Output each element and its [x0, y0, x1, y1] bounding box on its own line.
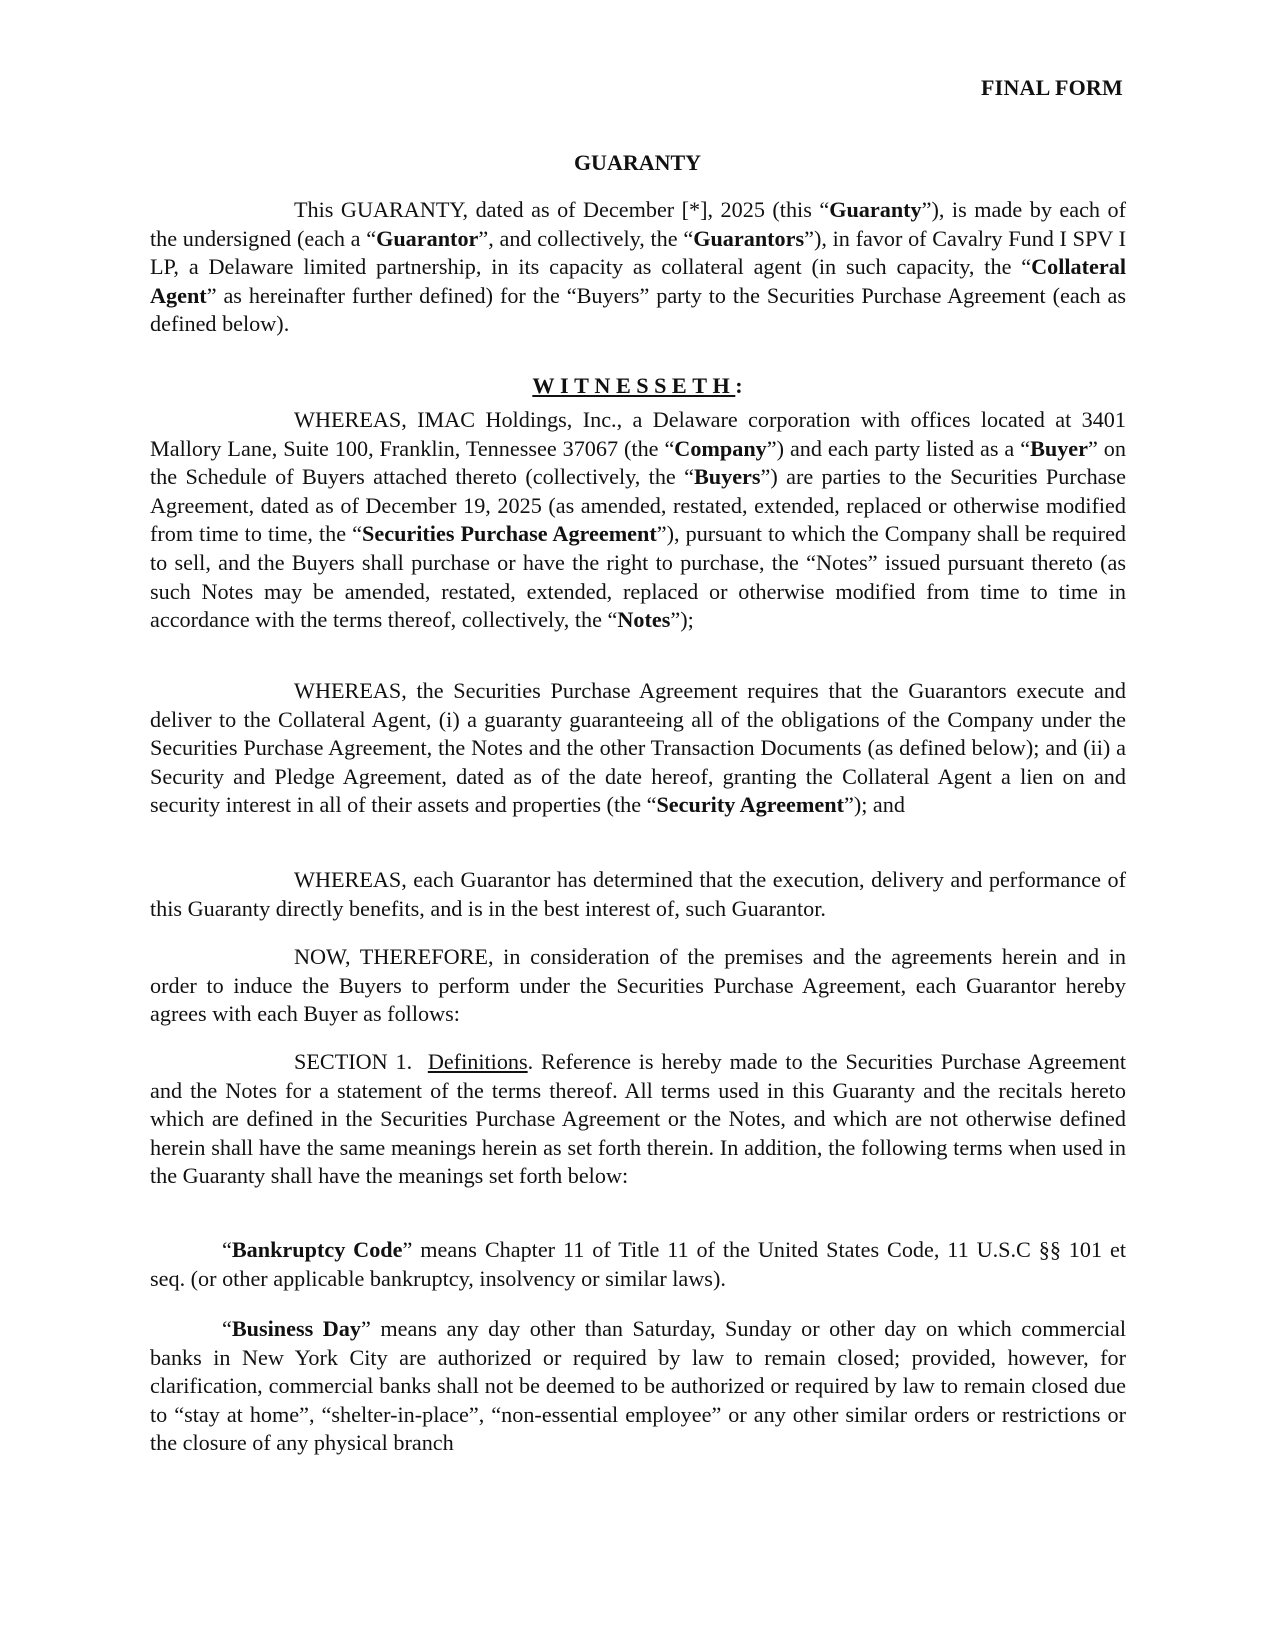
definition-bankruptcy-code: “Bankruptcy Code” means Chapter 11 of Title 11 of the United States Code, 11 U.S.C §§ 101 et seq. (or other applicable bankruptcy, insolvency or similar laws). — [150, 1237, 1126, 1291]
section-number: SECTION 1. — [294, 1049, 413, 1074]
now-therefore-paragraph: NOW, THEREFORE, in consideration of the premises and the agreements herein and in order to induce the Buyers to perform under the Securities Purchase Agreement, each Guarantor hereby agrees with each Buyer as follows: — [150, 944, 1126, 1027]
defined-term-security-agreement: Security Agreement — [656, 792, 844, 818]
whereas-paragraph-1: WHEREAS, IMAC Holdings, Inc., a Delaware corporation with offices located at 3401 Mallory Lane, Suite 100, Franklin, Tennessee 37067 (the “Company”) and each party listed as a “Buyer” on the Schedule of Buyers attached thereto (collectively, the “Buyers”) are parties to the Securities Purchase Agreement, dated as of December 19, 2025 (as amended, restated, extended, replaced or otherwise modified from time to time, the “Securities Purchase Agreement”), pursuant to which the Company shall be required to sell, and the Buyers shall purchase or have the right to purchase, the “Notes” issued pursuant thereto (as such Notes may be amended, restated, extended, replaced or otherwise modified from time to time in accordance with the terms thereof, collectively, the “Notes”); — [150, 407, 1127, 633]
intro-paragraph: This GUARANTY, dated as of December [*], 2025 (this “Guaranty”), is made by each of the undersigned (each a “Guarantor”, and collectively, the “Guarantors”), in favor of Cavalry Fund I SPV I LP, a Delaware limited partnership, in its capacity as collateral agent (in such capacity, the “Collateral Agent” as hereinafter further defined) for the “Buyers” party to the Securities Purchase Agreement (each as defined below). — [150, 197, 1126, 337]
defined-term-guarantor: Guarantor — [376, 225, 479, 251]
definition-business-day: “Business Day” means any day other than Saturday, Sunday or other day on which commercial banks in New York City are authorized or required by law to remain closed; provided, however, for clarification, commercial banks shall not be deemed to be authorized or required by law to remain closed due to “stay at home”, “shelter-in-place”, “non-essential employee” or any other similar orders or restrictions or the closure of any physical branch — [150, 1316, 1126, 1456]
whereas-paragraph-3: WHEREAS, each Guarantor has determined that the execution, delivery and performance of this Guaranty directly benefits, and is in the best interest of, such Guarantor. — [150, 867, 1126, 921]
final-form-label: FINAL FORM — [981, 75, 1123, 100]
witnesseth-heading: WITNESSETH: — [532, 373, 743, 398]
document-title: GUARANTY — [573, 150, 702, 175]
defined-term-company: Company — [674, 435, 767, 461]
defined-term-buyers: Buyers — [693, 464, 761, 490]
defined-term-guaranty: Guaranty — [829, 197, 922, 222]
defined-term-guarantors: Guarantors — [693, 225, 805, 251]
defined-term-buyer: Buyer — [1030, 435, 1089, 461]
whereas-paragraph-2: WHEREAS, the Securities Purchase Agreement requires that the Guarantors execute and deliver to the Collateral Agent, (i) a guaranty guaranteeing all of the obligations of the Company under the Securities Purchase Agreement, the Notes and the other Transaction Documents (as defined below); and (ii) a Security and Pledge Agreement, dated as of the date hereof, granting the Collateral Agent a lien on and security interest in all of their assets and properties (the “Security Agreement”); and — [150, 678, 1126, 818]
defined-term-notes: Notes — [617, 607, 671, 633]
defined-term-business-day: Business Day — [231, 1316, 361, 1341]
defined-term-collateral-agent: Collateral Agent — [150, 254, 1126, 308]
section-heading: Definitions — [427, 1049, 528, 1074]
defined-term-securities-purchase-agreement: Securities Purchase Agreement — [362, 521, 657, 547]
defined-term-bankruptcy-code: Bankruptcy Code — [231, 1237, 403, 1262]
section-1-paragraph: SECTION 1. Definitions. Reference is hereby made to the Securities Purchase Agreement and the Notes for a statement of the terms thereof. All terms used in this Guaranty and the recitals hereto which are defined in the Securities Purchase Agreement or the Notes, and which are not otherwise defined herein shall have the same meanings herein as set forth therein. In addition, the following terms when used in the Guaranty shall have the meanings set forth below: — [150, 1049, 1127, 1189]
